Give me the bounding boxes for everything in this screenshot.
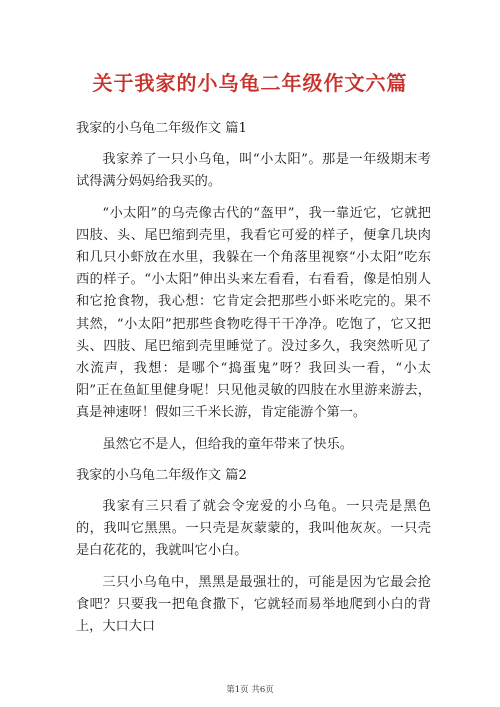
paragraph: 虽然它不是人，但给我的童年带来了快乐。 (102, 436, 353, 452)
paragraph: 我家养了一只小乌龟，叫“小太阳”。那是一年级期末考试得满分妈妈给我买的。 (76, 152, 431, 190)
page-title: 关于我家的小乌龟二年级作文六篇 (92, 71, 408, 95)
document-body (76, 110, 431, 647)
section-heading-1: 我家的小乌龟二年级作文 篇1 (76, 121, 247, 136)
paragraph: “小太阳”的乌壳像古代的“盔甲”，我一靠近它，它就把四肢、头、尾巴缩到壳里，我看它可爱的样子，便拿几块肉和几只小虾放在水里，我躲在一个角落里视察“小太阳”吃东西的样子。“小太阳”伸出头来左看看，右看看，像是怕别人和它抢食物，我心想：它肯定会把那些小虾米吃完的。果不其然，“小太阳”把那些食物吃得干干净净。吃饱了，它又把头、四肢、尾巴缩到壳里睡觉了。没过多久，我突然听见了水流声，我想：是哪个“捣蛋鬼”呀？我回头一看，“小太阳”正在鱼缸里健身呢！只见他灵敏的四肢在水里游来游去，真是神速呀！假如三千米长游，肯定能游个第一。 (76, 205, 431, 421)
section-heading-2: 我家的小乌龟二年级作文 篇2 (76, 467, 247, 483)
paragraph: 三只小乌龟中，黑黑是最强壮的，可能是因为它最会抢食吧？只要我一把龟食撒下，它就轻而易举地爬到小白的背上，大口大口 (76, 574, 431, 635)
page-footer: 第1页 共6页 (226, 685, 274, 695)
paragraph: 我家有三只看了就会令宠爱的小乌龟。一只壳是黑色的，我叫它黑黑。一只壳是灰蒙蒙的，我叫他灰灰。一只壳是白花花的，我就叫它小白。 (76, 499, 431, 559)
